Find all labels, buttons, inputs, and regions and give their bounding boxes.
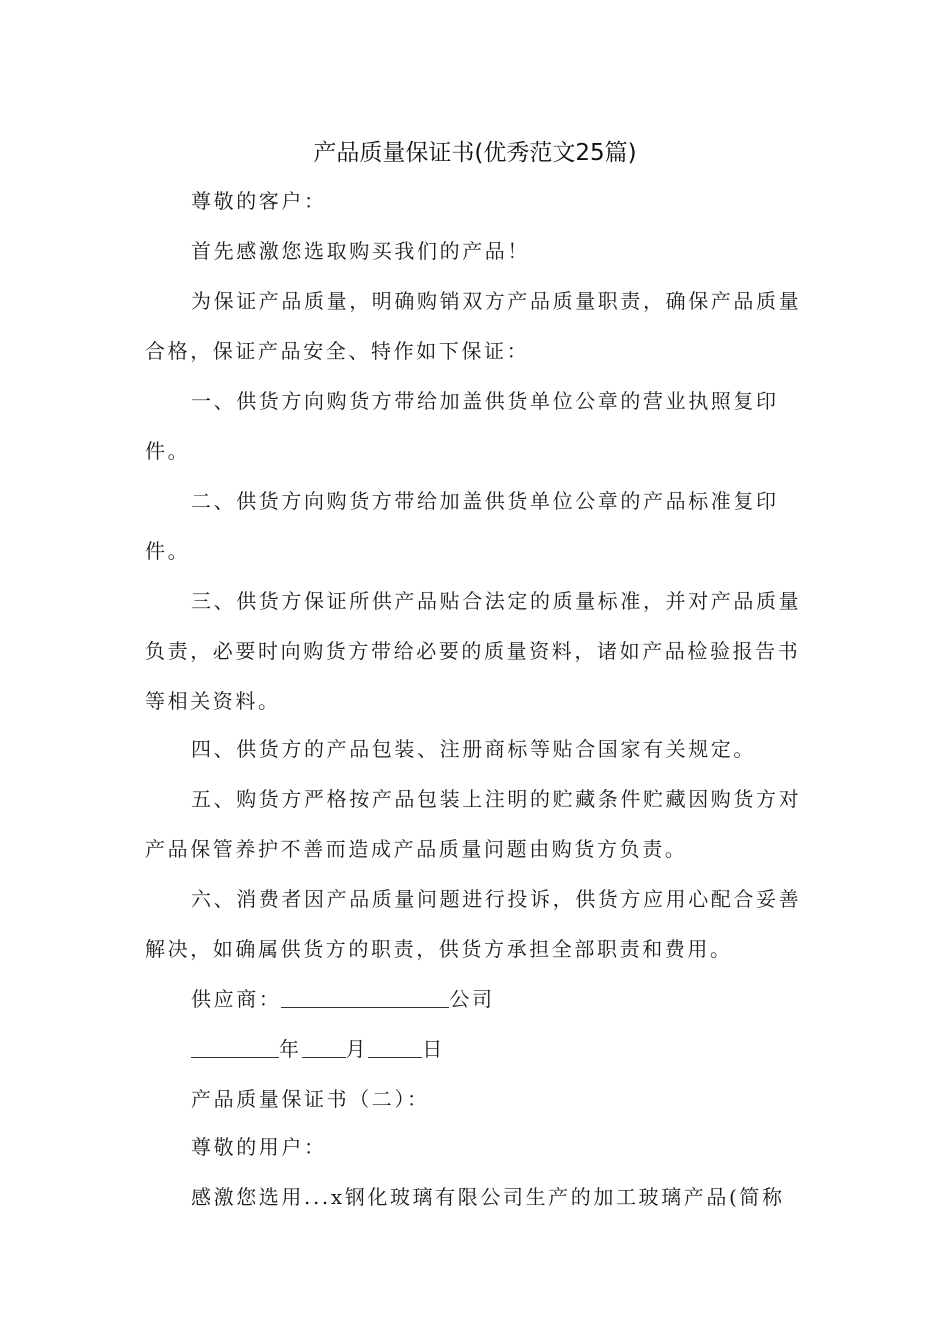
- supplier-label: 供应商：: [191, 987, 282, 1011]
- year-label: 年: [279, 1037, 302, 1061]
- clause-4: 四、供货方的产品包装、注册商标等贴合国家有关规定。: [191, 737, 756, 761]
- section2-title: 产品质量保证书（二）：: [191, 1087, 430, 1111]
- month-blank: [302, 1035, 346, 1058]
- paragraph-thanks: 首先感激您选取购买我们的产品！: [191, 239, 530, 263]
- supplier-line: [145, 974, 809, 1024]
- clause-2: 二、供货方向购货方带给加盖供货单位公章的产品标准复印件。: [145, 489, 779, 563]
- paragraph-intro: 为保证产品质量，明确购销双方产品质量职责，确保产品质量合格，保证产品安全、特作如下保证：: [145, 289, 802, 363]
- clause-5: 五、购货方严格按产品包装上注明的贮藏条件贮藏因购货方对产品保管养护不善而造成产品质量问题由购货方负责。: [145, 787, 802, 861]
- month-label: 月: [345, 1037, 369, 1061]
- document-title: 产品质量保证书(优秀范文25篇): [313, 140, 637, 166]
- clause-6: 六、消费者因产品质量问题进行投诉，供货方应用心配合妥善解决，如确属供货方的职责，供货方承担全部职责和费用。: [145, 887, 802, 961]
- section2-body: 感激您选用...x钢化玻璃有限公司生产的加工玻璃产品(简称: [191, 1185, 785, 1209]
- supplier-suffix: 公司: [449, 987, 495, 1011]
- supplier-blank: [281, 985, 449, 1008]
- section2-greeting: 尊敬的用户：: [191, 1135, 327, 1159]
- day-blank: [368, 1035, 422, 1058]
- date-line: [145, 1024, 809, 1074]
- greeting: 尊敬的客户：: [191, 189, 327, 213]
- year-blank: [191, 1035, 279, 1058]
- day-label: 日: [422, 1037, 445, 1061]
- clause-3: 三、供货方保证所供产品贴合法定的质量标准，并对产品质量负责，必要时向购货方带给必要的质量资料，诸如产品检验报告书等相关资料。: [145, 589, 802, 713]
- clause-1: 一、供货方向购货方带给加盖供货单位公章的营业执照复印件。: [145, 389, 779, 463]
